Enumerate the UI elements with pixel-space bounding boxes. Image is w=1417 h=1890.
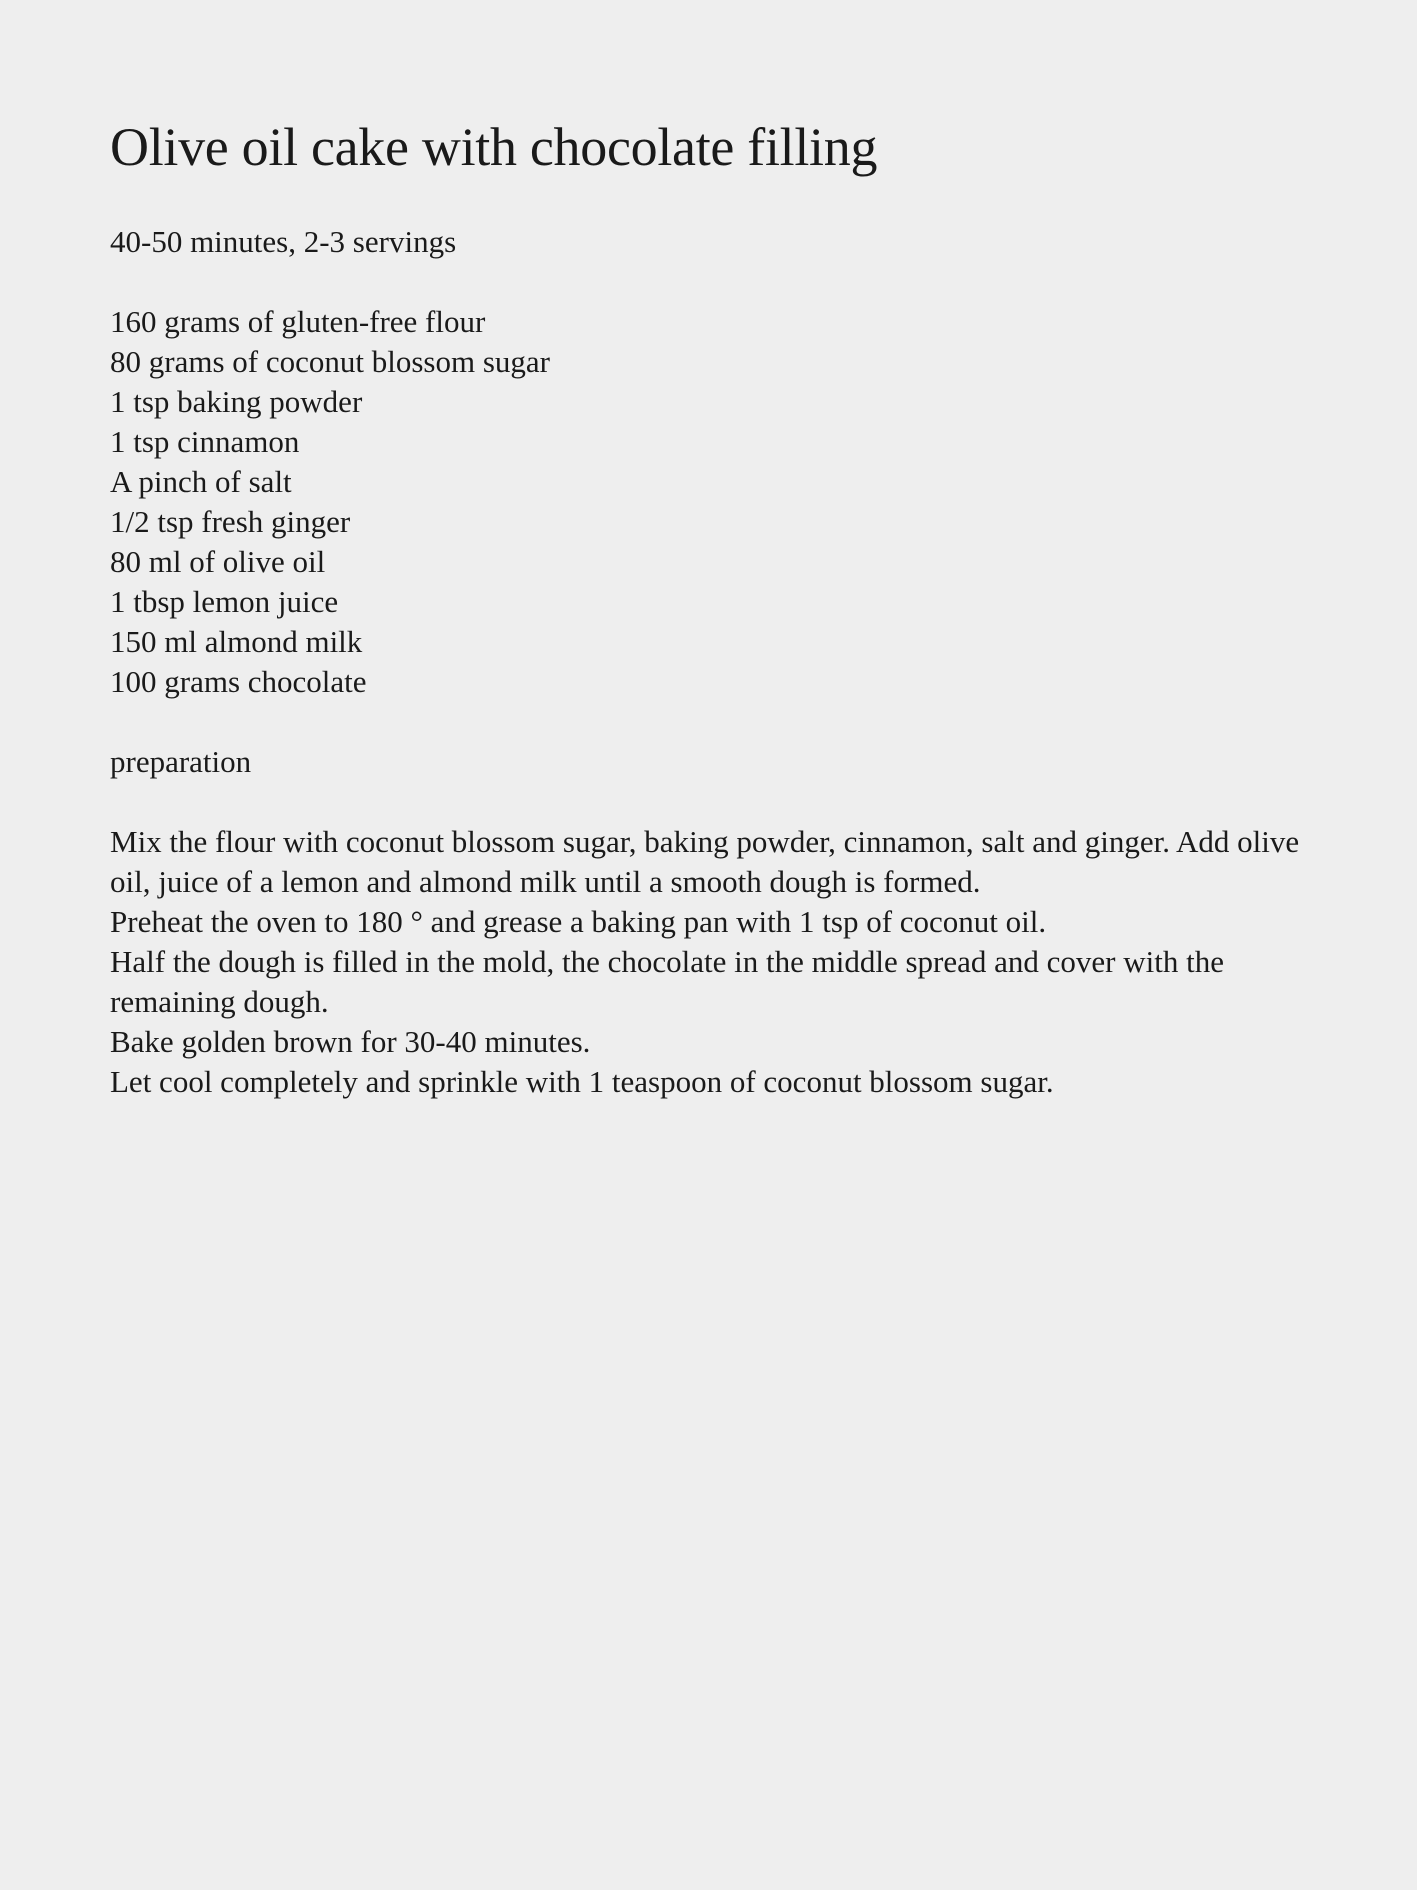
preparation-step: Preheat the oven to 180 ° and grease a baking pan with 1 tsp of coconut oil. (110, 904, 1047, 939)
preparation-heading: preparation (110, 744, 252, 779)
preparation-step: Let cool completely and sprinkle with 1 teaspoon of coconut blossom sugar. (110, 1064, 1054, 1099)
ingredient-list (110, 302, 1330, 702)
ingredient-item: 1/2 tsp fresh ginger (110, 504, 351, 539)
ingredient-item: 1 tbsp lemon juice (110, 584, 339, 619)
ingredient-item: 160 grams of gluten-free flour (110, 304, 486, 339)
recipe-page (110, 112, 1330, 1102)
ingredient-item: 100 grams chocolate (110, 664, 367, 699)
recipe-meta: 40-50 minutes, 2-3 servings (110, 224, 457, 259)
ingredient-item: 1 tsp cinnamon (110, 424, 300, 459)
preparation-step: Bake golden brown for 30-40 minutes. (110, 1024, 591, 1059)
ingredient-item: 1 tsp baking powder (110, 384, 363, 419)
ingredient-item: 150 ml almond milk (110, 624, 363, 659)
preparation-step: Half the dough is filled in the mold, the chocolate in the middle spread and cover with the remaining dough. (110, 944, 1224, 1019)
preparation-step: Mix the flour with coconut blossom sugar, baking powder, cinnamon, salt and ginger. Add olive oil, juice of a lemon and almond milk until a smooth dough is formed. (110, 824, 1300, 899)
ingredient-item: A pinch of salt (110, 464, 292, 499)
preparation-steps (110, 822, 1330, 1102)
ingredient-item: 80 ml of olive oil (110, 544, 326, 579)
recipe-title: Olive oil cake with chocolate filling (110, 117, 878, 177)
ingredient-item: 80 grams of coconut blossom sugar (110, 344, 550, 379)
